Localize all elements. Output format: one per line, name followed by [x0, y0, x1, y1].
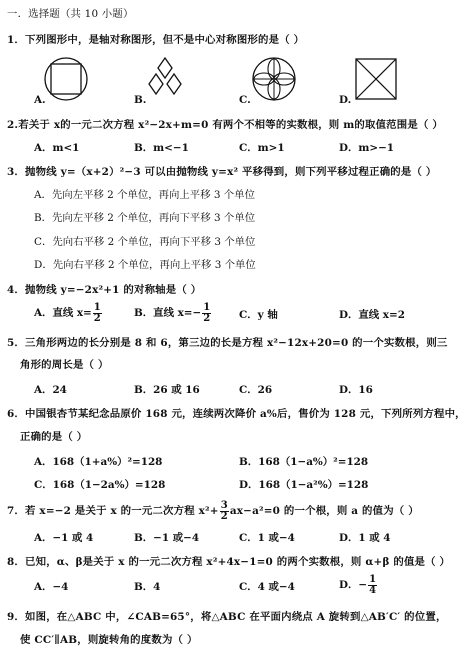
- q2-option-d: D．m>−1: [339, 142, 395, 154]
- q3-option-a: A．先向左平移 2 个单位，再向上平移 3 个单位: [34, 189, 255, 201]
- q7-stem-suffix: ax−a²=0 的一个根，则 a 的值为（ ）: [229, 505, 419, 517]
- q5-option-b: B．26 或 16: [134, 384, 200, 396]
- question-7-stem: [7, 501, 419, 522]
- q8-option-c: C．4 或−4: [239, 581, 295, 593]
- q3-option-d: D．先向右平移 2 个单位，再向上平移 3 个单位: [34, 259, 256, 271]
- figure-circle-square: [43, 56, 89, 102]
- question-8-stem: 8．已知，α、β是关于 x 的一元二次方程 x²+4x−1=0 的两个实数根，则 α+β 的值是（ ）: [7, 556, 451, 568]
- q4-option-b-prefix: B．直线 x=−: [134, 307, 202, 319]
- question-3-stem: 3．抛物线 y=（x+2）²−3 可以由抛物线 y=x² 平移得到，则下列平移过程正确的是（ ）: [7, 166, 437, 178]
- q4-b-denominator: 2: [203, 313, 211, 324]
- q7-option-c: C．1 或−4: [239, 532, 295, 544]
- question-5-stem-line1: 5．三角形两边的长分别是 8 和 6，第三边的长是方程 x²−12x+20=0 的一个实数根，则三: [7, 337, 448, 349]
- q7-option-a: A．−1 或 4: [34, 532, 94, 544]
- q7-numerator: 3: [220, 500, 228, 511]
- q4-option-a: [34, 303, 103, 324]
- section-title: 一．选择题（共 10 小题）: [7, 8, 134, 20]
- q4-option-c: C．y 轴: [239, 309, 278, 321]
- q8-option-d-prefix: D．−: [339, 579, 368, 591]
- q2-option-c: C．m>1: [239, 142, 285, 154]
- q8-option-a: A．−4: [34, 581, 69, 593]
- q8-option-d: [339, 575, 378, 596]
- q5-option-c: C．26: [239, 384, 273, 396]
- q6-option-a: A．168（1+a%）²=128: [34, 456, 163, 468]
- figure-three-diamonds: [142, 56, 188, 102]
- question-9-stem-line1: 9．如图，在△ABC 中，∠CAB=65°，将△ABC 在平面内绕点 A 旋转到△AB′C′ 的位置，: [7, 611, 447, 623]
- q7-option-b: B．−1 或−4: [134, 532, 200, 544]
- q3-option-b: B．先向左平移 2 个单位，再向下平移 3 个单位: [34, 212, 256, 224]
- q2-option-b: B．m<−1: [134, 142, 189, 154]
- q1-option-d-label: D.: [339, 94, 352, 106]
- q4-option-a-fraction: [93, 303, 102, 324]
- q6-option-b: B．168（1−a%）²=128: [239, 456, 369, 468]
- q4-a-numerator: 1: [93, 302, 101, 313]
- q7-stem-prefix: 7．若 x=−2 是关于 x 的一元二次方程 x²+: [7, 505, 219, 517]
- q6-option-c: C．168（1−2a%）=128: [34, 479, 166, 491]
- q7-fraction: [220, 501, 229, 522]
- q5-option-a: A．24: [34, 384, 67, 396]
- q4-option-b-fraction: [202, 303, 211, 324]
- question-6-stem-line2: 正确的是（ ）: [20, 431, 88, 443]
- question-6-stem-line1: 6．中国银杏节某纪念品原价 168 元，连续两次降价 a%后，售价为 128 元，下列所列方程中，: [7, 408, 466, 420]
- q4-option-a-prefix: A．直线 x=: [34, 307, 92, 319]
- q4-b-numerator: 1: [203, 302, 211, 313]
- figure-square-diagonals: [353, 56, 399, 102]
- q8-d-denominator: 4: [369, 585, 377, 596]
- q2-option-a: A．m<1: [34, 142, 80, 154]
- q4-option-b: [134, 303, 212, 324]
- q7-option-d: D．1 或 4: [339, 532, 391, 544]
- q4-a-denominator: 2: [93, 313, 101, 324]
- question-5-stem-line2: 角形的周长是（ ）: [20, 359, 109, 371]
- q7-denominator: 2: [220, 511, 228, 522]
- q5-option-d: D．16: [339, 384, 373, 396]
- q6-option-d: D．168（1−a²%）=128: [239, 479, 369, 491]
- question-1-stem: 1．下列图形中，是轴对称图形，但不是中心对称图形的是（ ）: [7, 34, 305, 46]
- question-2-stem: 2.若关于 x的一元二次方程 x²−2x+m=0 有两个不相等的实数根，则 m的取值范围是（ ）: [7, 119, 443, 131]
- q1-option-a-label: A.: [34, 94, 46, 106]
- q1-option-b-label: B.: [134, 94, 147, 106]
- figure-flower-in-circle: [251, 56, 297, 102]
- q3-option-c: C．先向右平移 2 个单位，再向下平移 3 个单位: [34, 236, 256, 248]
- question-4-stem: 4．抛物线 y=−2x²+1 的对称轴是（ ）: [7, 284, 202, 296]
- q4-option-d: D．直线 x=2: [339, 309, 405, 321]
- q8-d-numerator: 1: [369, 574, 377, 585]
- q8-option-b: B．4: [134, 581, 161, 593]
- q8-option-d-fraction: [368, 575, 377, 596]
- q1-option-c-label: C.: [239, 94, 251, 106]
- question-9-stem-line2: 使 CC′∥AB，则旋转角的度数为（ ）: [20, 634, 198, 646]
